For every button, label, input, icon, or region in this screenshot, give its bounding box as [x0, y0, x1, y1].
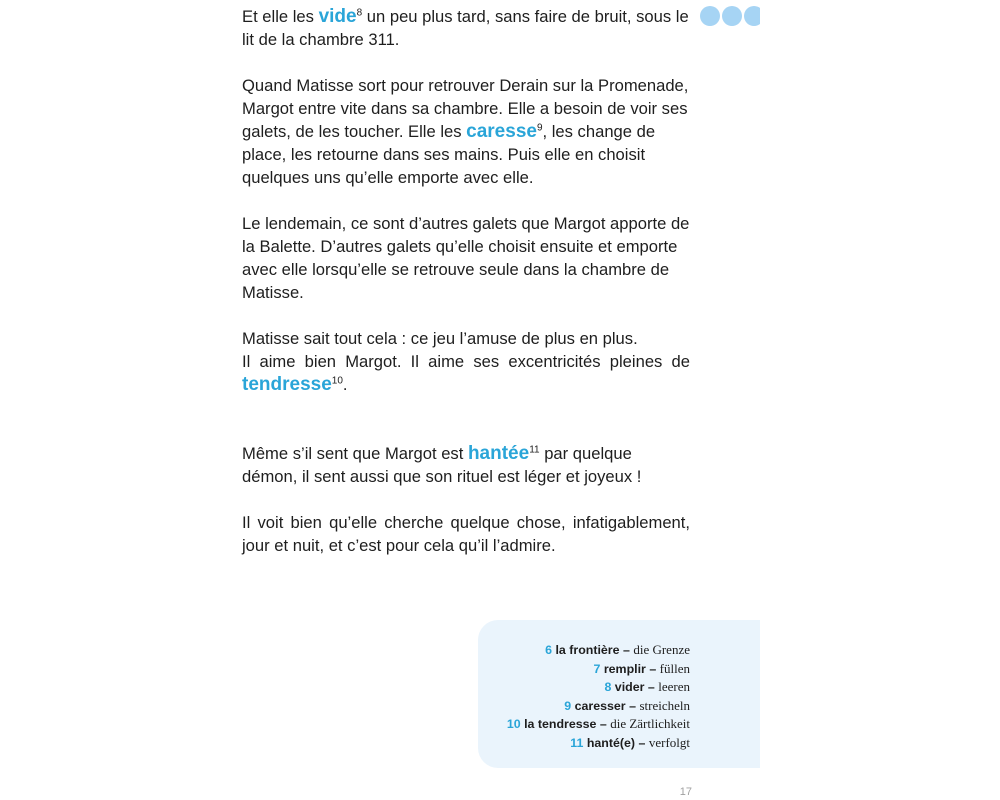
paragraph-3: Le lendemain, ce sont d’autres galets que Margot apporte de la Balette. D’autres galets qu’elle choisit ensuite et emporte avec elle lorsqu’elle se retrouve seule dans la chambre de Matisse. [242, 214, 690, 302]
vocab-word-vide: vide [318, 6, 357, 27]
glossary-entry: 8 vider – leeren [604, 679, 690, 695]
glossary-entry: 6 la frontière – die Grenze [545, 642, 690, 657]
vocab-word-caresse: caresse [466, 121, 537, 142]
glossary-entry: 11 hanté(e) – verfolgt [570, 734, 690, 750]
paragraph-4-line-2: Il aime bien Margot. Il aime ses excentricités pleines de tendresse$^{10}$. [242, 352, 690, 395]
paragraph-4 [242, 327, 690, 396]
glossary-list [507, 641, 690, 753]
paragraph-4-line-1: Matisse sait tout cela : ce jeu l’amuse de plus en plus. [242, 329, 638, 348]
story-text [242, 5, 690, 557]
glossary-entry: 10 la tendresse – die Zärtlichkeit [506, 716, 690, 732]
decorative-dots [700, 5, 760, 27]
glossary-box [478, 620, 760, 768]
circle-dot-icon [744, 6, 760, 26]
glossary-entry: 9 caresser – streicheln [564, 697, 690, 713]
paragraph-1: Et elle les vide$^8$ un peu plus tard, sans faire de bruit, sous le lit de la chambre 311. [242, 6, 689, 49]
paragraph-6: Il voit bien qu’elle cherche quelque chose, infatigablement, jour et nuit, et c’est pour cela qu’il l’admire. [242, 513, 690, 555]
page-number: 17 [679, 786, 692, 798]
footnote-ref-8: 8 [356, 7, 363, 19]
paragraph-5: Même s’il sent que Margot est hantée$^{11}$ par quelque démon, il sent aussi que son rituel est léger et joyeux ! [242, 443, 642, 486]
footnote-ref-10: 10 [331, 375, 343, 387]
circle-dot-icon [722, 6, 742, 26]
glossary-entry: 7 remplir – füllen [593, 660, 690, 676]
footnote-ref-11: 11 [529, 444, 540, 456]
footnote-ref-9: 9 [536, 122, 543, 134]
vocab-word-tendresse: tendresse [242, 374, 332, 395]
circle-dot-icon [700, 6, 720, 26]
paragraph-2: Quand Matisse sort pour retrouver Derain sur la Promenade, Margot entre vite dans sa chambre. Elle a besoin de voir ses galets, de les toucher. Elle les caresse$^9$, les change de place, les retourne dans ses mains. Puis elle en choisit quelques uns qu’elle emporte avec elle. [242, 76, 689, 187]
vocab-word-hantee: hantée [467, 443, 530, 464]
